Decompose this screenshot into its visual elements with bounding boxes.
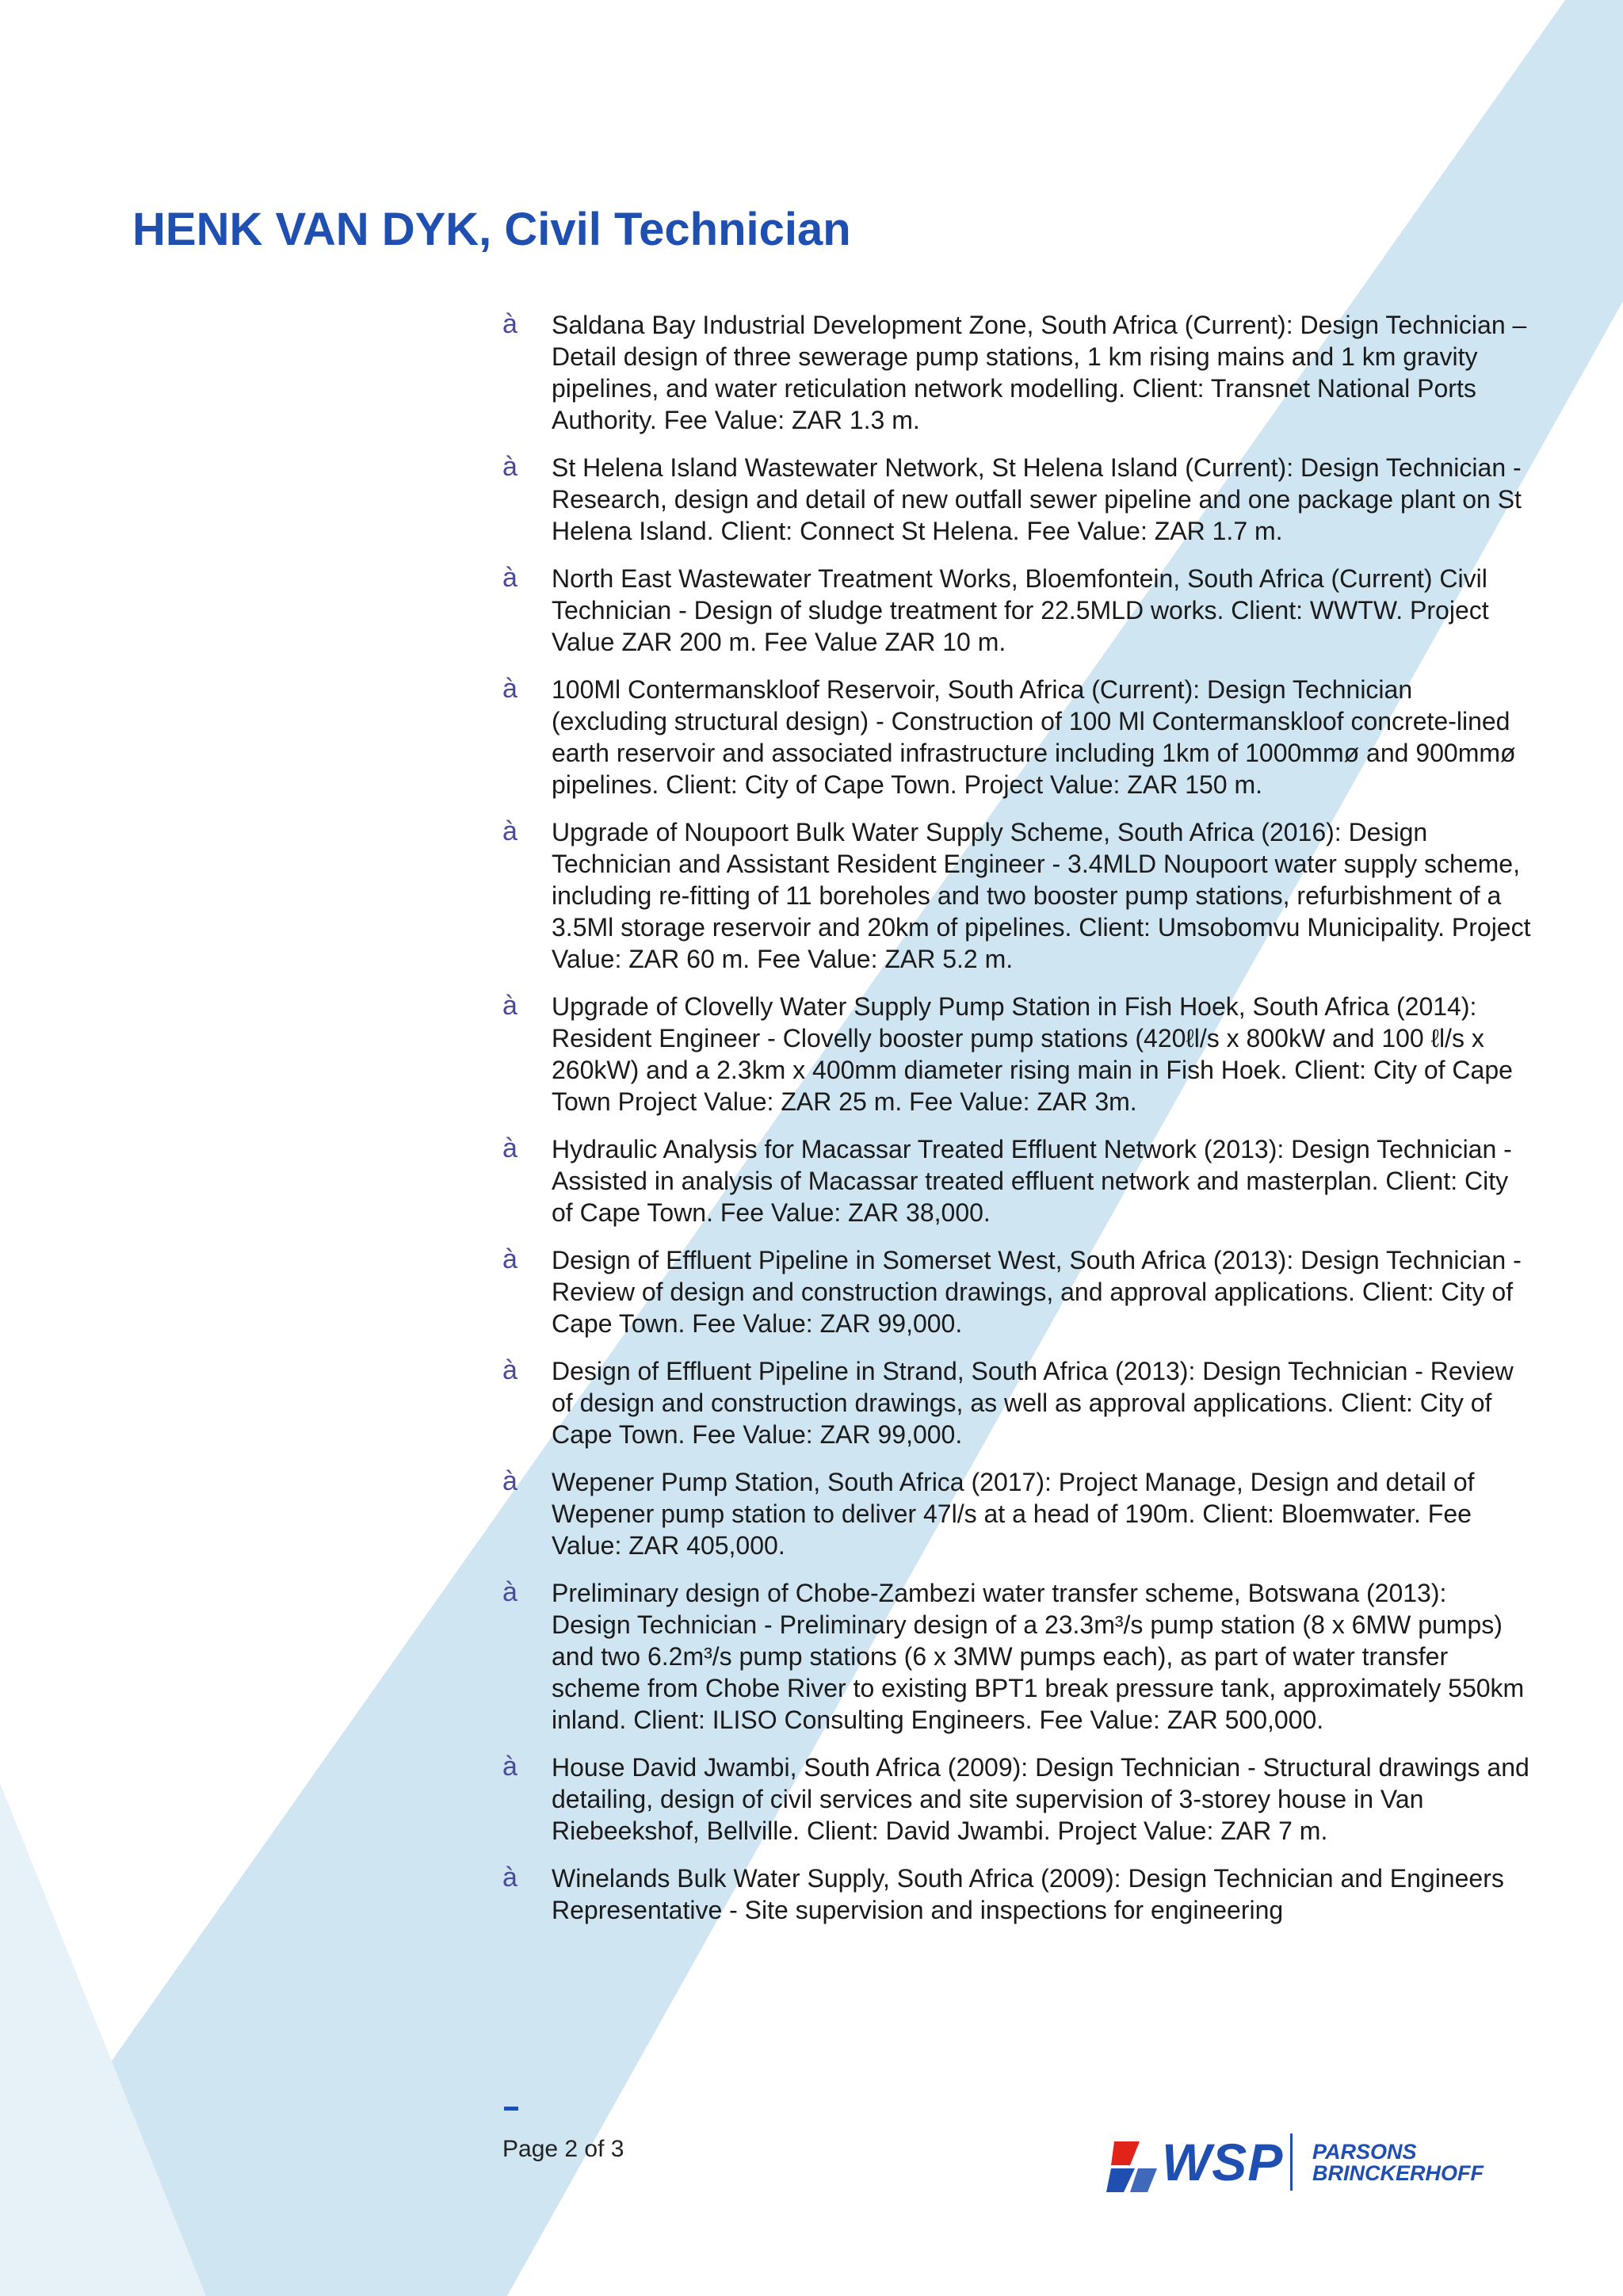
logo-red-wedge (1111, 2141, 1140, 2165)
project-description: 100Ml Contermanskloof Reservoir, South Africa (Current): Design Technician (excluding structural design) - Construction of 100 Ml Contermanskloof concrete-lined earth reservoir and associated infrastructure including 1km of 1000mmø and 900mmø pipelines. Client: City of Cape Town. Project Value: ZAR 150 m. (552, 675, 1516, 799)
bullet-icon: à (502, 674, 517, 704)
list-item (501, 816, 1531, 975)
bullet-icon: à (502, 1355, 517, 1385)
list-item (501, 1244, 1531, 1339)
bullet-icon: à (502, 1466, 517, 1496)
logo-blue-wedge (1106, 2168, 1135, 2192)
project-list (501, 309, 1531, 1942)
list-item (501, 991, 1531, 1117)
project-description: House David Jwambi, South Africa (2009): Design Technician - Structural drawings and detailing, design of civil services and site supervision of 3-storey house in Van Riebeekshof, Bellville. Client: David Jwambi. Project Value: ZAR 7 m. (552, 1753, 1529, 1845)
list-item (501, 1862, 1531, 1926)
logo-partner-line-2: BRINCKERHOFF (1312, 2161, 1484, 2185)
page-title: HENK VAN DYK, Civil Technician (132, 204, 851, 255)
bullet-icon: à (502, 1577, 517, 1607)
list-item (501, 674, 1531, 800)
wsp-logo-icon (1106, 2137, 1160, 2194)
project-description: Upgrade of Noupoort Bulk Water Supply Scheme, South Africa (2016): Design Technician and Assistant Resident Engineer - 3.4MLD Noupoort water supply scheme, including re-fitting of 11 boreholes and two booster pump stations, refurbishment of a 3.5Ml storage reservoir and 20km of pipelines. Client: Umsobomvu Municipality. Project Value: ZAR 60 m. Fee Value: ZAR 5.2 m. (552, 818, 1531, 973)
logo-partner-line-1: PARSONS (1312, 2140, 1417, 2164)
project-description: Saldana Bay Industrial Development Zone, South Africa (Current): Design Technician – Detail design of three sewerage pump stations, 1 km rising mains and 1 km gravity pipelines, and water reticulation network modelling. Client: Transnet National Ports Authority. Fee Value: ZAR 1.3 m. (552, 311, 1527, 434)
bullet-icon: à (502, 1862, 517, 1893)
bullet-icon: à (502, 1752, 517, 1782)
list-item (501, 309, 1531, 436)
project-description: St Helena Island Wastewater Network, St Helena Island (Current): Design Technician - Research, design and detail of new outfall sewer pipeline and one package plant on St Helena Island. Client: Connect St Helena. Fee Value: ZAR 1.7 m. (552, 453, 1522, 545)
project-description: Design of Effluent Pipeline in Somerset West, South Africa (2013): Design Technician - Review of design and construction drawings, and approval applications. Client: City of Cape Town. Fee Value: ZAR 99,000. (552, 1246, 1522, 1338)
list-item (501, 1355, 1531, 1450)
list-item (501, 1577, 1531, 1736)
list-item (501, 452, 1531, 547)
bullet-icon: à (502, 563, 517, 593)
project-description: Winelands Bulk Water Supply, South Africa (2009): Design Technician and Engineers Representative - Site supervision and inspections for engineering (552, 1864, 1504, 1924)
project-description: Upgrade of Clovelly Water Supply Pump Station in Fish Hoek, South Africa (2014): Resident Engineer - Clovelly booster pump stations (420ℓl/s x 800kW and 100 ℓl/s x 260kW) and a 2.3km x 400mm diameter rising main in Fish Hoek. Client: City of Cape Town Project Value: ZAR 25 m. Fee Value: ZAR 3m. (552, 992, 1513, 1116)
bullet-icon: à (502, 452, 517, 482)
project-description: Wepener Pump Station, South Africa (2017): Project Manage, Design and detail of Wepener pump station to deliver 47l/s at a head of 190m. Client: Bloemwater. Fee Value: ZAR 405,000. (552, 1468, 1475, 1560)
project-description: Design of Effluent Pipeline in Strand, South Africa (2013): Design Technician - Review of design and construction drawings, as well as approval applications. Client: City of Cape Town. Fee Value: ZAR 99,000. (552, 1357, 1514, 1449)
footer-accent-mark (504, 2107, 518, 2111)
project-description: Preliminary design of Chobe-Zambezi water transfer scheme, Botswana (2013): Design Technician - Preliminary design of a 23.3m³/s pump station (8 x 6MW pumps) and two 6.2m³/s pump stations (6 x 3MW pumps each), as part of water transfer scheme from Chobe River to existing BPT1 break pressure tank, approximately 550km inland. Client: ILISO Consulting Engineers. Fee Value: ZAR 500,000. (552, 1579, 1525, 1734)
logo-blue-wedge-small (1130, 2168, 1157, 2192)
list-item (501, 1133, 1531, 1228)
logo-partner-text (1312, 2141, 1484, 2184)
project-description: Hydraulic Analysis for Macassar Treated Effluent Network (2013): Design Technician - Assisted in analysis of Macassar treated effluent network and masterplan. Client: City of Cape Town. Fee Value: ZAR 38,000. (552, 1135, 1512, 1227)
logo-wsp-text: WSP (1162, 2133, 1284, 2191)
page-number: Page 2 of 3 (502, 2136, 624, 2162)
bullet-icon: à (502, 991, 517, 1021)
bullet-icon: à (502, 309, 517, 339)
bullet-icon: à (502, 1133, 517, 1163)
bullet-icon: à (502, 1244, 517, 1274)
list-item (501, 1466, 1531, 1561)
company-logo (1106, 2132, 1503, 2195)
project-description: North East Wastewater Treatment Works, Bloemfontein, South Africa (Current) Civil Technician - Design of sludge treatment for 22.5MLD works. Client: WWTW. Project Value ZAR 200 m. Fee Value ZAR 10 m. (552, 564, 1489, 656)
bullet-icon: à (502, 816, 517, 846)
list-item (501, 563, 1531, 658)
list-item (501, 1752, 1531, 1847)
logo-divider (1290, 2134, 1293, 2191)
